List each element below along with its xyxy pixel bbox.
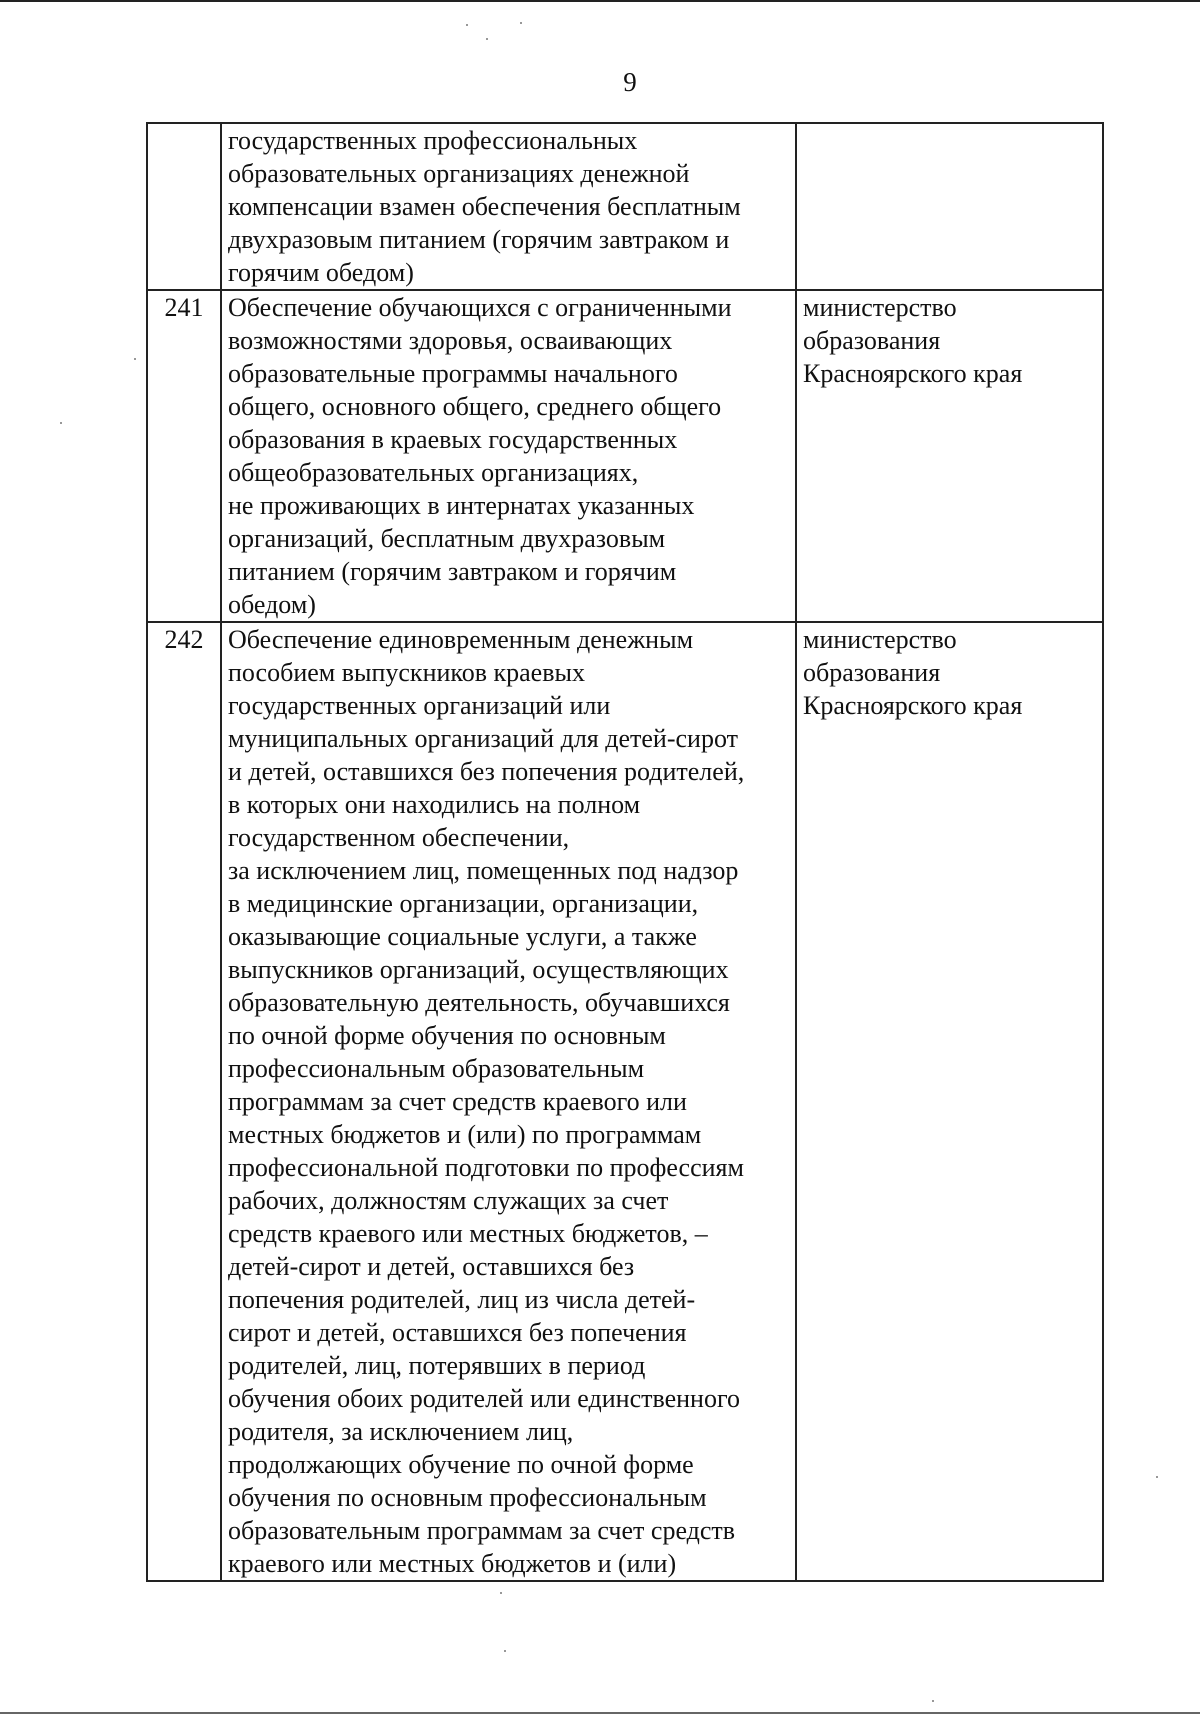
row-agency-cell — [796, 123, 1103, 290]
row-description-cell: государственных профессиональных образовательных организациях денежной компенсации взамен обеспечения бесплатным двухразовым питанием (горячим завтраком и горячим обедом) — [221, 123, 796, 290]
table-row — [147, 123, 1103, 290]
scan-speck — [466, 24, 468, 26]
table-row — [147, 290, 1103, 622]
row-number-cell — [147, 123, 221, 290]
scan-speck — [504, 1650, 506, 1652]
scan-speck — [486, 38, 488, 40]
page-number: 9 — [623, 67, 637, 97]
scan-speck — [932, 1700, 934, 1702]
scan-speck — [60, 422, 62, 424]
document-table — [146, 122, 1104, 1582]
row-agency-cell: министерство образования Красноярского края — [796, 290, 1103, 622]
scan-top-edge — [0, 0, 1200, 2]
scan-speck — [1156, 1476, 1158, 1478]
row-description-cell: Обеспечение единовременным денежным пособием выпускников краевых государственных организаций или муниципальных организаций для детей-сирот и детей, оставшихся без попечения родителей, в которых они находились на полном государственном обеспечении, за исключением лиц, помещенных под надзор в медицинские организации, организации, оказывающие социальные услуги, а также выпускников организаций, осуществляющих образовательную деятельность, обучавшихся по очной форме обучения по основным профессиональным образовательным программам за счет средств краевого или местных бюджетов и (или) по программам профессиональной подготовки по профессиям рабочих, должностям служащих за счет средств краевого или местных бюджетов, – детей-сирот и детей, оставшихся без попечения родителей, лиц из числа детей- сирот и детей, оставшихся без попечения родителей, лиц, потерявших в период обучения обоих родителей или единственного родителя, за исключением лиц, продолжающих обучение по очной форме обучения по основным профессиональным образовательным программам за счет средств краевого или местных бюджетов и (или) — [221, 622, 796, 1581]
scan-speck — [134, 358, 136, 360]
row-agency-cell: министерство образования Красноярского края — [796, 622, 1103, 1581]
row-number-cell: 241 — [147, 290, 221, 622]
scan-speck — [500, 1592, 502, 1594]
table-row — [147, 622, 1103, 1581]
row-number-cell: 242 — [147, 622, 221, 1581]
scan-bottom-edge — [0, 1712, 1200, 1714]
row-description-cell: Обеспечение обучающихся с ограниченными возможностями здоровья, осваивающих образовательные программы начального общего, основного общего, среднего общего образования в краевых государственных общеобразовательных организациях, не проживающих в интернатах указанных организаций, бесплатным двухразовым питанием (горячим завтраком и горячим обедом) — [221, 290, 796, 622]
scan-speck — [520, 22, 522, 24]
